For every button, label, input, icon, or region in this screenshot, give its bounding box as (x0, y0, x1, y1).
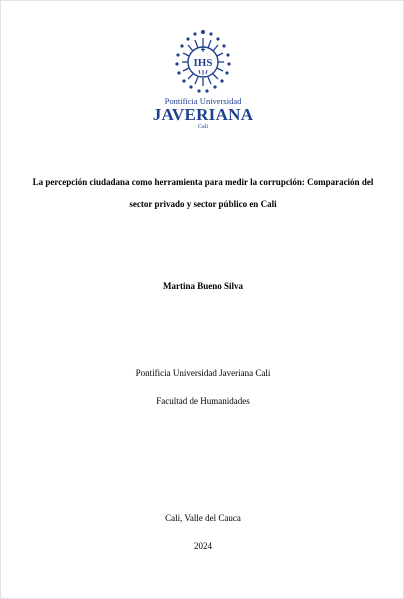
document-title: La percepción ciudadana como herramienta para medir la corrupción: Comparación del sector privado y sector público en Cali (32, 177, 374, 209)
javeriana-crest-icon (173, 29, 233, 95)
university-name: Pontificia Universidad Javeriana Cali (135, 368, 271, 378)
logo-text-pontificia: Pontificia Universidad (164, 96, 242, 106)
svg-text:IHS: IHS (193, 57, 213, 69)
location: Cali, Valle del Cauca (165, 513, 241, 523)
university-logo (151, 29, 255, 129)
author-name: Martina Bueno Silva (162, 281, 243, 291)
year: 2024 (194, 541, 212, 551)
logo-text-javeriana: JAVERIANA (152, 105, 254, 124)
logo-text-cali: Cali (198, 124, 208, 130)
faculty-name: Facultad de Humanidades (156, 396, 250, 406)
